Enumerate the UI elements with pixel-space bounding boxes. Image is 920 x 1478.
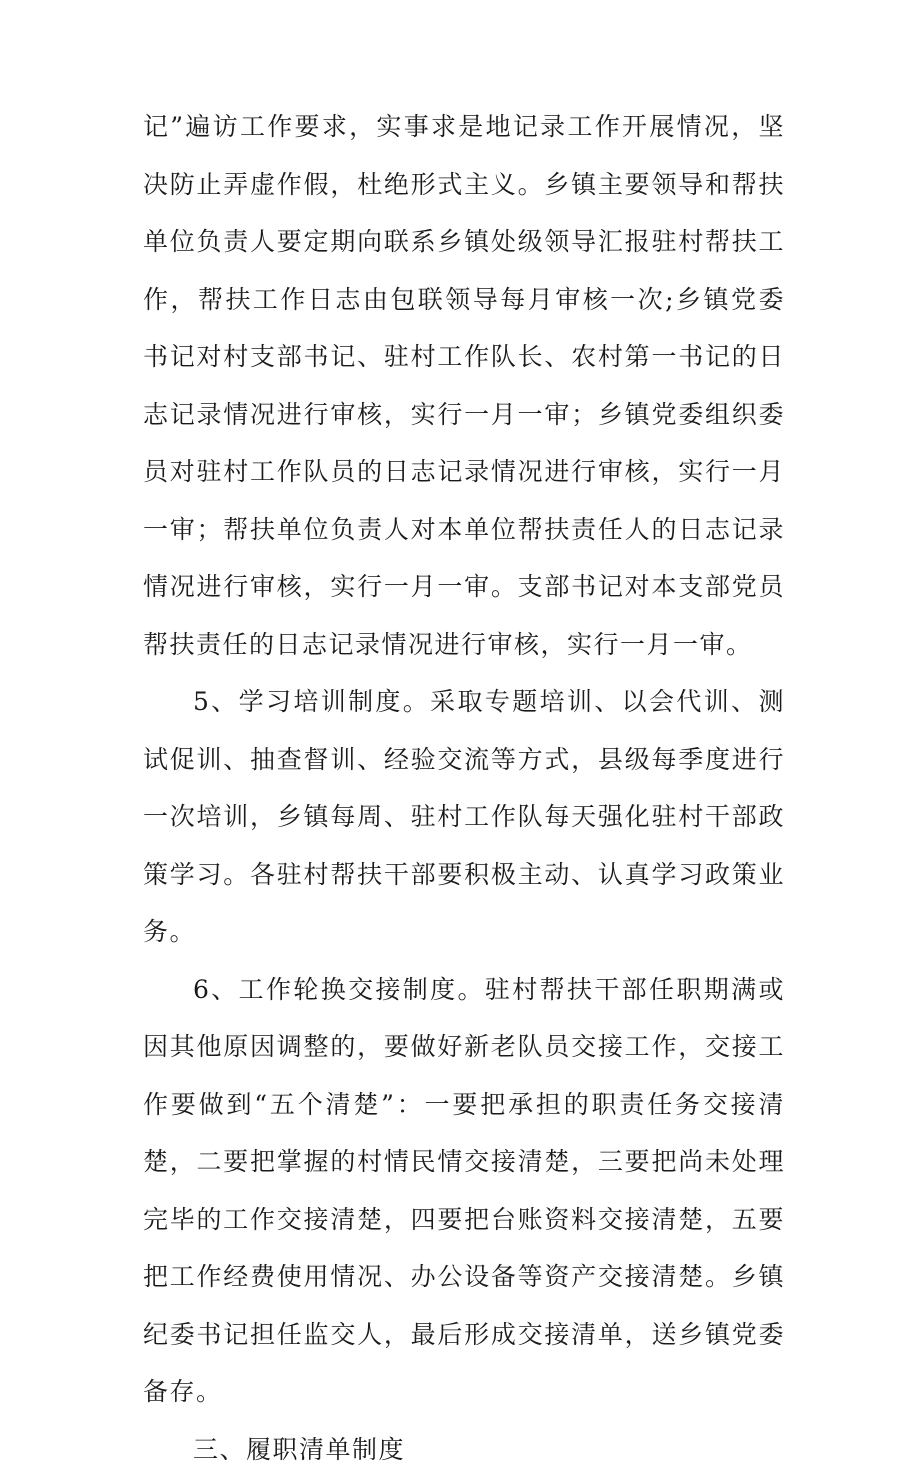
paragraph-daily-log-review: 记”遍访工作要求，实事求是地记录工作开展情况，坚决防止弄虚作假，杜绝形式主义。乡镇主要领导和帮扶单位负责人要定期向联系乡镇处级领导汇报驻村帮扶工作，帮扶工作日志由包联领导每月审核一次;乡镇党委书记对村支部书记、驻村工作队长、农村第一书记的日志记录情况进行审核，实行一月一审；乡镇党委组织委员对驻村工作队员的日志记录情况进行审核，实行一月一审；帮扶单位负责人对本单位帮扶责任人的日志记录情况进行审核，实行一月一审。支部书记对本支部党员帮扶责任的日志记录情况进行审核，实行一月一审。 [143, 98, 785, 673]
paragraph-handover-system: 6、工作轮换交接制度。驻村帮扶干部任职期满或因其他原因调整的，要做好新老队员交接工作，交接工作要做到“五个清楚”：一要把承担的职责任务交接清楚，二要把掌握的村情民情交接清楚，三要把尚未处理完毕的工作交接清楚，四要把台账资料交接清楚，五要把工作经费使用情况、办公设备等资产交接清楚。乡镇纪委书记担任监交人，最后形成交接清单，送乡镇党委备存。 [143, 961, 785, 1421]
section-heading-duty-list: 三、履职清单制度 [143, 1421, 785, 1478]
document-body [143, 98, 785, 1478]
paragraph-training-system: 5、学习培训制度。采取专题培训、以会代训、测试促训、抽查督训、经验交流等方式，县级每季度进行一次培训，乡镇每周、驻村工作队每天强化驻村干部政策学习。各驻村帮扶干部要积极主动、认真学习政策业务。 [143, 673, 785, 961]
